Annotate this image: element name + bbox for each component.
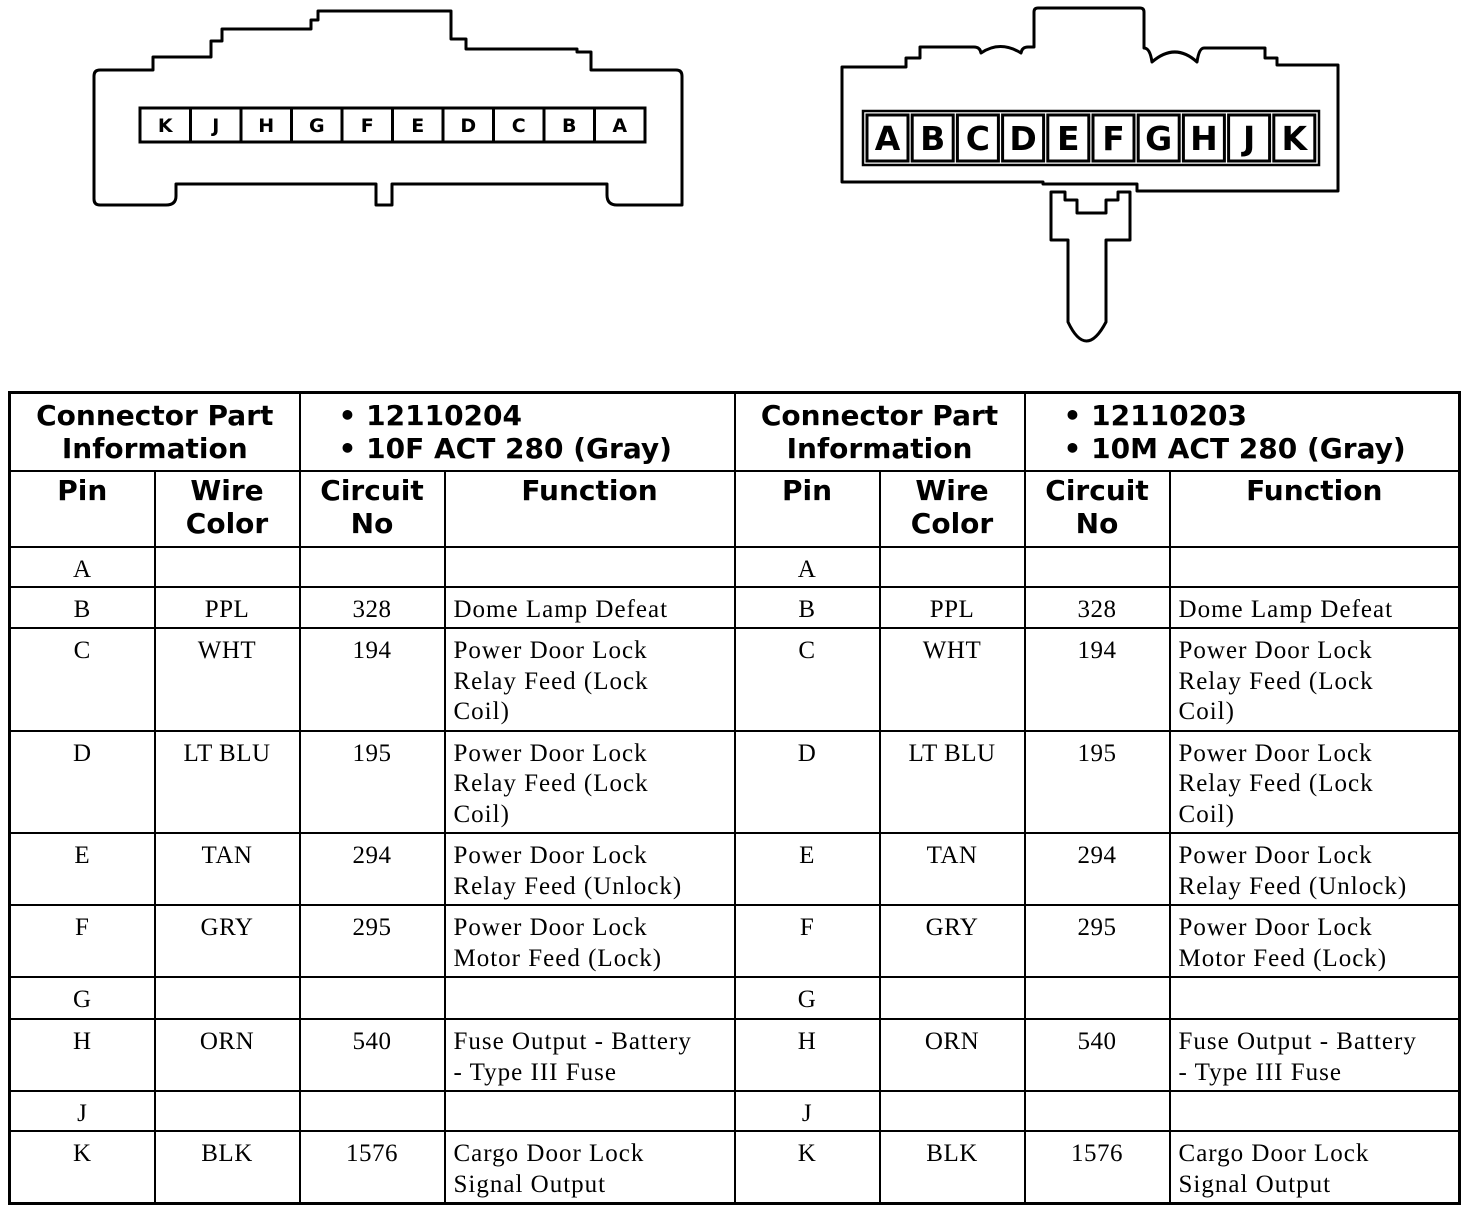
- right-circuit-cell: 294: [1025, 833, 1170, 905]
- left-function-cell: Fuse Output - Battery - Type III Fuse: [445, 1019, 735, 1091]
- female-cavity-label: D: [460, 115, 477, 137]
- pin-row: [10, 977, 1460, 1019]
- left-circuit-cell: [300, 1091, 445, 1131]
- right-circuit-cell: [1025, 547, 1170, 587]
- female-cavity: [241, 108, 292, 142]
- connector-diagram: [0, 0, 1472, 390]
- left-wire-cell: WHT: [155, 628, 300, 731]
- pin-row: [10, 1019, 1460, 1091]
- left-info-label-line2: Information: [61, 432, 248, 465]
- female-cavity-label: A: [612, 115, 628, 137]
- right-circuit-cell: 1576: [1025, 1131, 1170, 1204]
- male-cavity-label: B: [920, 119, 946, 158]
- left-wire-cell: BLK: [155, 1131, 300, 1204]
- left-function-cell: [445, 1091, 735, 1131]
- male-cavity: [867, 115, 908, 161]
- right-circuit-cell: [1025, 977, 1170, 1019]
- left-circuit-cell: [300, 977, 445, 1019]
- right-function-cell: Power Door Lock Relay Feed (Lock Coil): [1170, 628, 1460, 731]
- pin-row: [10, 587, 1460, 629]
- female-cavity: [342, 108, 393, 142]
- right-wire-color-header: Wire Color: [880, 471, 1025, 547]
- left-pin-cell: E: [10, 833, 155, 905]
- right-wire-cell: GRY: [880, 905, 1025, 977]
- left-pin-cell: C: [10, 628, 155, 731]
- left-pin-cell: F: [10, 905, 155, 977]
- male-cavity-label: H: [1190, 119, 1218, 158]
- female-cavity: [544, 108, 595, 142]
- right-pin-cell: E: [735, 833, 880, 905]
- right-wire-cell: BLK: [880, 1131, 1025, 1204]
- right-function-cell: [1170, 1091, 1460, 1131]
- male-cavity: [957, 115, 998, 161]
- right-circuit-cell: 295: [1025, 905, 1170, 977]
- pin-row: [10, 1091, 1460, 1131]
- female-cavity-label: J: [212, 115, 220, 137]
- left-part-number: • 12110204: [338, 399, 523, 432]
- left-pin-cell: H: [10, 1019, 155, 1091]
- male-cavity: [1138, 115, 1179, 161]
- right-wire-cell: TAN: [880, 833, 1025, 905]
- right-info-label-line2: Information: [786, 432, 973, 465]
- pin-row: [10, 547, 1460, 587]
- male-cavity-label: A: [874, 119, 901, 158]
- left-circuit-cell: 295: [300, 905, 445, 977]
- right-pin-cell: H: [735, 1019, 880, 1091]
- right-function-cell: Power Door Lock Motor Feed (Lock): [1170, 905, 1460, 977]
- left-function-cell: [445, 977, 735, 1019]
- left-pin-header: Pin: [10, 471, 155, 547]
- male-cavity: [912, 115, 953, 161]
- right-wire-cell: [880, 1091, 1025, 1131]
- male-cavity: [1048, 115, 1089, 161]
- right-wire-cell: WHT: [880, 628, 1025, 731]
- pin-row: [10, 628, 1460, 731]
- left-part-number-cell: [300, 393, 735, 471]
- right-pin-cell: G: [735, 977, 880, 1019]
- left-circuit-cell: 1576: [300, 1131, 445, 1204]
- female-cavity-label: B: [562, 115, 577, 137]
- pin-row: [10, 731, 1460, 834]
- left-circuit-cell: [300, 547, 445, 587]
- left-function-cell: Power Door Lock Relay Feed (Unlock): [445, 833, 735, 905]
- right-pin-cell: B: [735, 587, 880, 629]
- pin-row: [10, 905, 1460, 977]
- left-function-cell: [445, 547, 735, 587]
- male-cavity: [1183, 115, 1224, 161]
- pin-row: [10, 833, 1460, 905]
- left-circuit-cell: 294: [300, 833, 445, 905]
- left-wire-cell: [155, 547, 300, 587]
- right-pin-cell: A: [735, 547, 880, 587]
- right-wire-cell: [880, 547, 1025, 587]
- right-wire-cell: [880, 977, 1025, 1019]
- female-cavity: [292, 108, 343, 142]
- right-wire-cell: ORN: [880, 1019, 1025, 1091]
- left-pin-cell: A: [10, 547, 155, 587]
- left-pin-cell: G: [10, 977, 155, 1019]
- left-wire-cell: [155, 1091, 300, 1131]
- right-function-cell: Power Door Lock Relay Feed (Unlock): [1170, 833, 1460, 905]
- left-pin-cell: K: [10, 1131, 155, 1204]
- right-circuit-cell: 328: [1025, 587, 1170, 629]
- left-circuit-header: Circuit No: [300, 471, 445, 547]
- left-wire-cell: GRY: [155, 905, 300, 977]
- male-cavity-label: F: [1102, 119, 1125, 158]
- right-circuit-cell: [1025, 1091, 1170, 1131]
- left-function-cell: Power Door Lock Relay Feed (Lock Coil): [445, 731, 735, 834]
- female-cavity-label: H: [258, 115, 275, 137]
- female-cavity: [595, 108, 646, 142]
- left-circuit-cell: 194: [300, 628, 445, 731]
- male-cavity-row: [863, 111, 1319, 165]
- right-function-header: Function: [1170, 471, 1460, 547]
- male-cavity-label: D: [1009, 119, 1037, 158]
- right-pin-cell: K: [735, 1131, 880, 1204]
- female-cavity-row: [140, 108, 645, 142]
- female-cavity: [494, 108, 545, 142]
- left-function-cell: Power Door Lock Relay Feed (Lock Coil): [445, 628, 735, 731]
- right-wire-cell: LT BLU: [880, 731, 1025, 834]
- right-part-number-cell: [1025, 393, 1460, 471]
- right-pin-header: Pin: [735, 471, 880, 547]
- male-cavity-label: J: [1242, 119, 1256, 158]
- left-circuit-cell: 540: [300, 1019, 445, 1091]
- left-function-cell: Dome Lamp Defeat: [445, 587, 735, 629]
- left-part-description: • 10F ACT 280 (Gray): [338, 432, 672, 465]
- right-part-number: • 12110203: [1063, 399, 1248, 432]
- female-cavity: [140, 108, 191, 142]
- left-wire-cell: LT BLU: [155, 731, 300, 834]
- left-wire-cell: TAN: [155, 833, 300, 905]
- left-info-label-line1: Connector Part: [36, 399, 274, 432]
- left-pin-cell: B: [10, 587, 155, 629]
- right-function-cell: Fuse Output - Battery - Type III Fuse: [1170, 1019, 1460, 1091]
- connector-pin-table: [8, 391, 1461, 1205]
- right-circuit-cell: 194: [1025, 628, 1170, 731]
- left-function-header: Function: [445, 471, 735, 547]
- male-cavity-label: G: [1145, 119, 1173, 158]
- female-cavity-label: K: [157, 115, 173, 137]
- pin-row: [10, 1131, 1460, 1204]
- left-wire-cell: ORN: [155, 1019, 300, 1091]
- right-pin-cell: C: [735, 628, 880, 731]
- female-cavity-label: F: [360, 115, 374, 137]
- left-wire-cell: [155, 977, 300, 1019]
- male-connector-latch: [1051, 192, 1130, 341]
- male-cavity: [1003, 115, 1044, 161]
- right-part-description: • 10M ACT 280 (Gray): [1063, 432, 1406, 465]
- male-cavity: [1093, 115, 1134, 161]
- part-info-row: [10, 393, 1460, 471]
- left-pin-cell: J: [10, 1091, 155, 1131]
- right-pin-cell: D: [735, 731, 880, 834]
- left-function-cell: Cargo Door Lock Signal Output: [445, 1131, 735, 1204]
- male-cavity-label: C: [965, 119, 991, 158]
- male-connector-outline: [842, 8, 1338, 191]
- male-cavity: [1229, 115, 1270, 161]
- right-circuit-cell: 195: [1025, 731, 1170, 834]
- right-function-cell: Power Door Lock Relay Feed (Lock Coil): [1170, 731, 1460, 834]
- right-part-info-label: [735, 393, 1025, 471]
- left-part-info-label: [10, 393, 300, 471]
- female-cavity: [393, 108, 444, 142]
- female-cavity-label: C: [511, 115, 526, 137]
- female-cavity-label: G: [308, 115, 325, 137]
- male-cavity-label: K: [1281, 119, 1308, 158]
- left-circuit-cell: 328: [300, 587, 445, 629]
- left-wire-cell: PPL: [155, 587, 300, 629]
- column-header-row: [10, 471, 1460, 547]
- right-circuit-header: Circuit No: [1025, 471, 1170, 547]
- left-function-cell: Power Door Lock Motor Feed (Lock): [445, 905, 735, 977]
- left-circuit-cell: 195: [300, 731, 445, 834]
- right-function-cell: [1170, 977, 1460, 1019]
- female-cavity: [191, 108, 242, 142]
- male-cavity: [1274, 115, 1315, 161]
- right-pin-cell: J: [735, 1091, 880, 1131]
- left-wire-color-header: Wire Color: [155, 471, 300, 547]
- right-info-label-line1: Connector Part: [760, 399, 999, 432]
- right-function-cell: Dome Lamp Defeat: [1170, 587, 1460, 629]
- male-cavity-label: E: [1057, 119, 1080, 158]
- female-cavity: [443, 108, 494, 142]
- right-pin-cell: F: [735, 905, 880, 977]
- right-wire-cell: PPL: [880, 587, 1025, 629]
- left-pin-cell: D: [10, 731, 155, 834]
- right-function-cell: [1170, 547, 1460, 587]
- female-cavity-label: E: [411, 115, 425, 137]
- right-circuit-cell: 540: [1025, 1019, 1170, 1091]
- right-function-cell: Cargo Door Lock Signal Output: [1170, 1131, 1460, 1204]
